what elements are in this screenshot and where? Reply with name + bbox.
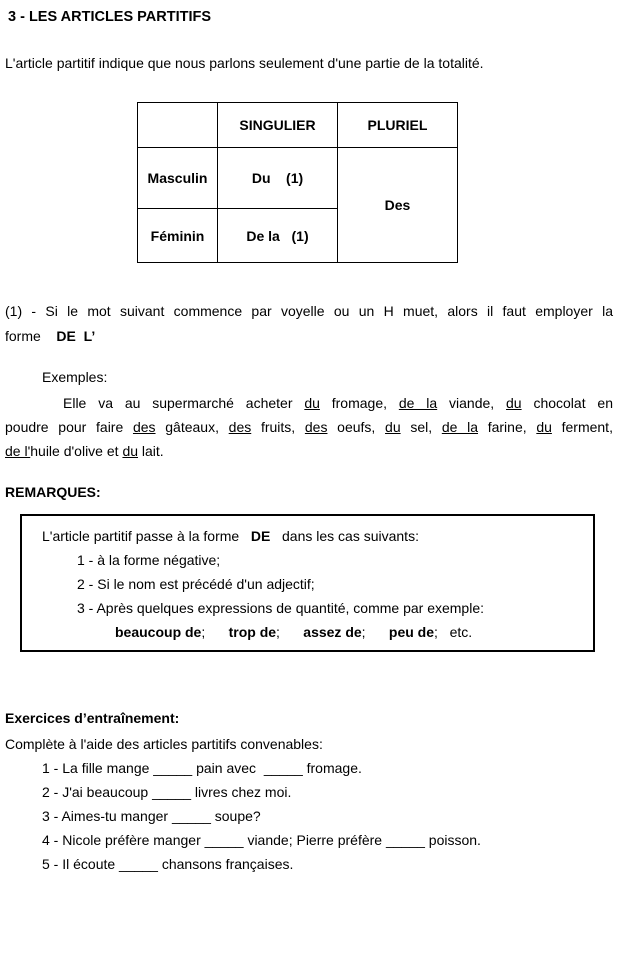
footnote-line-1: (1) - Si le mot suivant commence par voyelle ou un H muet, alors il faut employer la <box>5 303 613 319</box>
exercise-item-3: 3 - Aimes-tu manger _____ soupe? <box>42 808 261 824</box>
exercises-instruction: Complète à l'aide des articles partitifs convenables: <box>5 736 323 752</box>
table-corner-cell <box>138 103 218 148</box>
cell-pluriel-des: Des <box>338 148 458 263</box>
remark-item-2: 2 - Si le nom est précédé d'un adjectif; <box>77 576 315 592</box>
remarques-heading: REMARQUES: <box>5 484 101 500</box>
footnote-paragraph <box>5 299 613 349</box>
exercise-item-2: 2 - J'ai beaucoup _____ livres chez moi. <box>42 784 292 800</box>
cell-masculin-singulier: Du (1) <box>218 148 338 209</box>
exercises-heading: Exercices d’entraînement: <box>5 710 180 726</box>
examples-label: Exemples: <box>42 369 108 385</box>
cell-feminin-singulier: De la (1) <box>218 209 338 263</box>
intro-paragraph: L'article partitif indique que nous parlons seulement d'une partie de la totalité. <box>5 55 484 71</box>
row-label-feminin: Féminin <box>138 209 218 263</box>
exercise-item-5: 5 - Il écoute _____ chansons françaises. <box>42 856 294 872</box>
examples-line-2: poudre pour faire des gâteaux, des fruits, des oeufs, du sel, de la farine, du ferment, <box>5 419 613 435</box>
table-header-singulier: SINGULIER <box>218 103 338 148</box>
remark-item-3: 3 - Après quelques expressions de quantité, comme par exemple: <box>77 600 485 616</box>
table-header-row <box>138 103 458 148</box>
examples-paragraph <box>5 391 613 463</box>
table-row-masculin <box>138 148 458 209</box>
table-header-pluriel: PLURIEL <box>338 103 458 148</box>
examples-line-1: Elle va au supermarché acheter du fromage, de la viande, du chocolat en <box>63 395 613 411</box>
document-title: 3 - LES ARTICLES PARTITIFS <box>8 9 212 25</box>
examples-line-3: de l'huile d'olive et du lait. <box>5 443 164 459</box>
row-label-masculin: Masculin <box>138 148 218 209</box>
exercise-item-4: 4 - Nicole préfère manger _____ viande; Pierre préfère _____ poisson. <box>42 832 481 848</box>
remarks-quantity-examples: beaucoup de; trop de; assez de; peu de; etc. <box>115 624 473 640</box>
remarks-intro: L'article partitif passe à la forme DE dans les cas suivants: <box>42 528 419 544</box>
remarques-box <box>20 514 595 652</box>
footnote-line-2: forme DE L’ <box>5 328 96 344</box>
remark-item-1: 1 - à la forme négative; <box>77 552 221 568</box>
partitive-articles-table <box>137 102 458 263</box>
exercise-item-1: 1 - La fille mange _____ pain avec _____ fromage. <box>42 760 362 776</box>
